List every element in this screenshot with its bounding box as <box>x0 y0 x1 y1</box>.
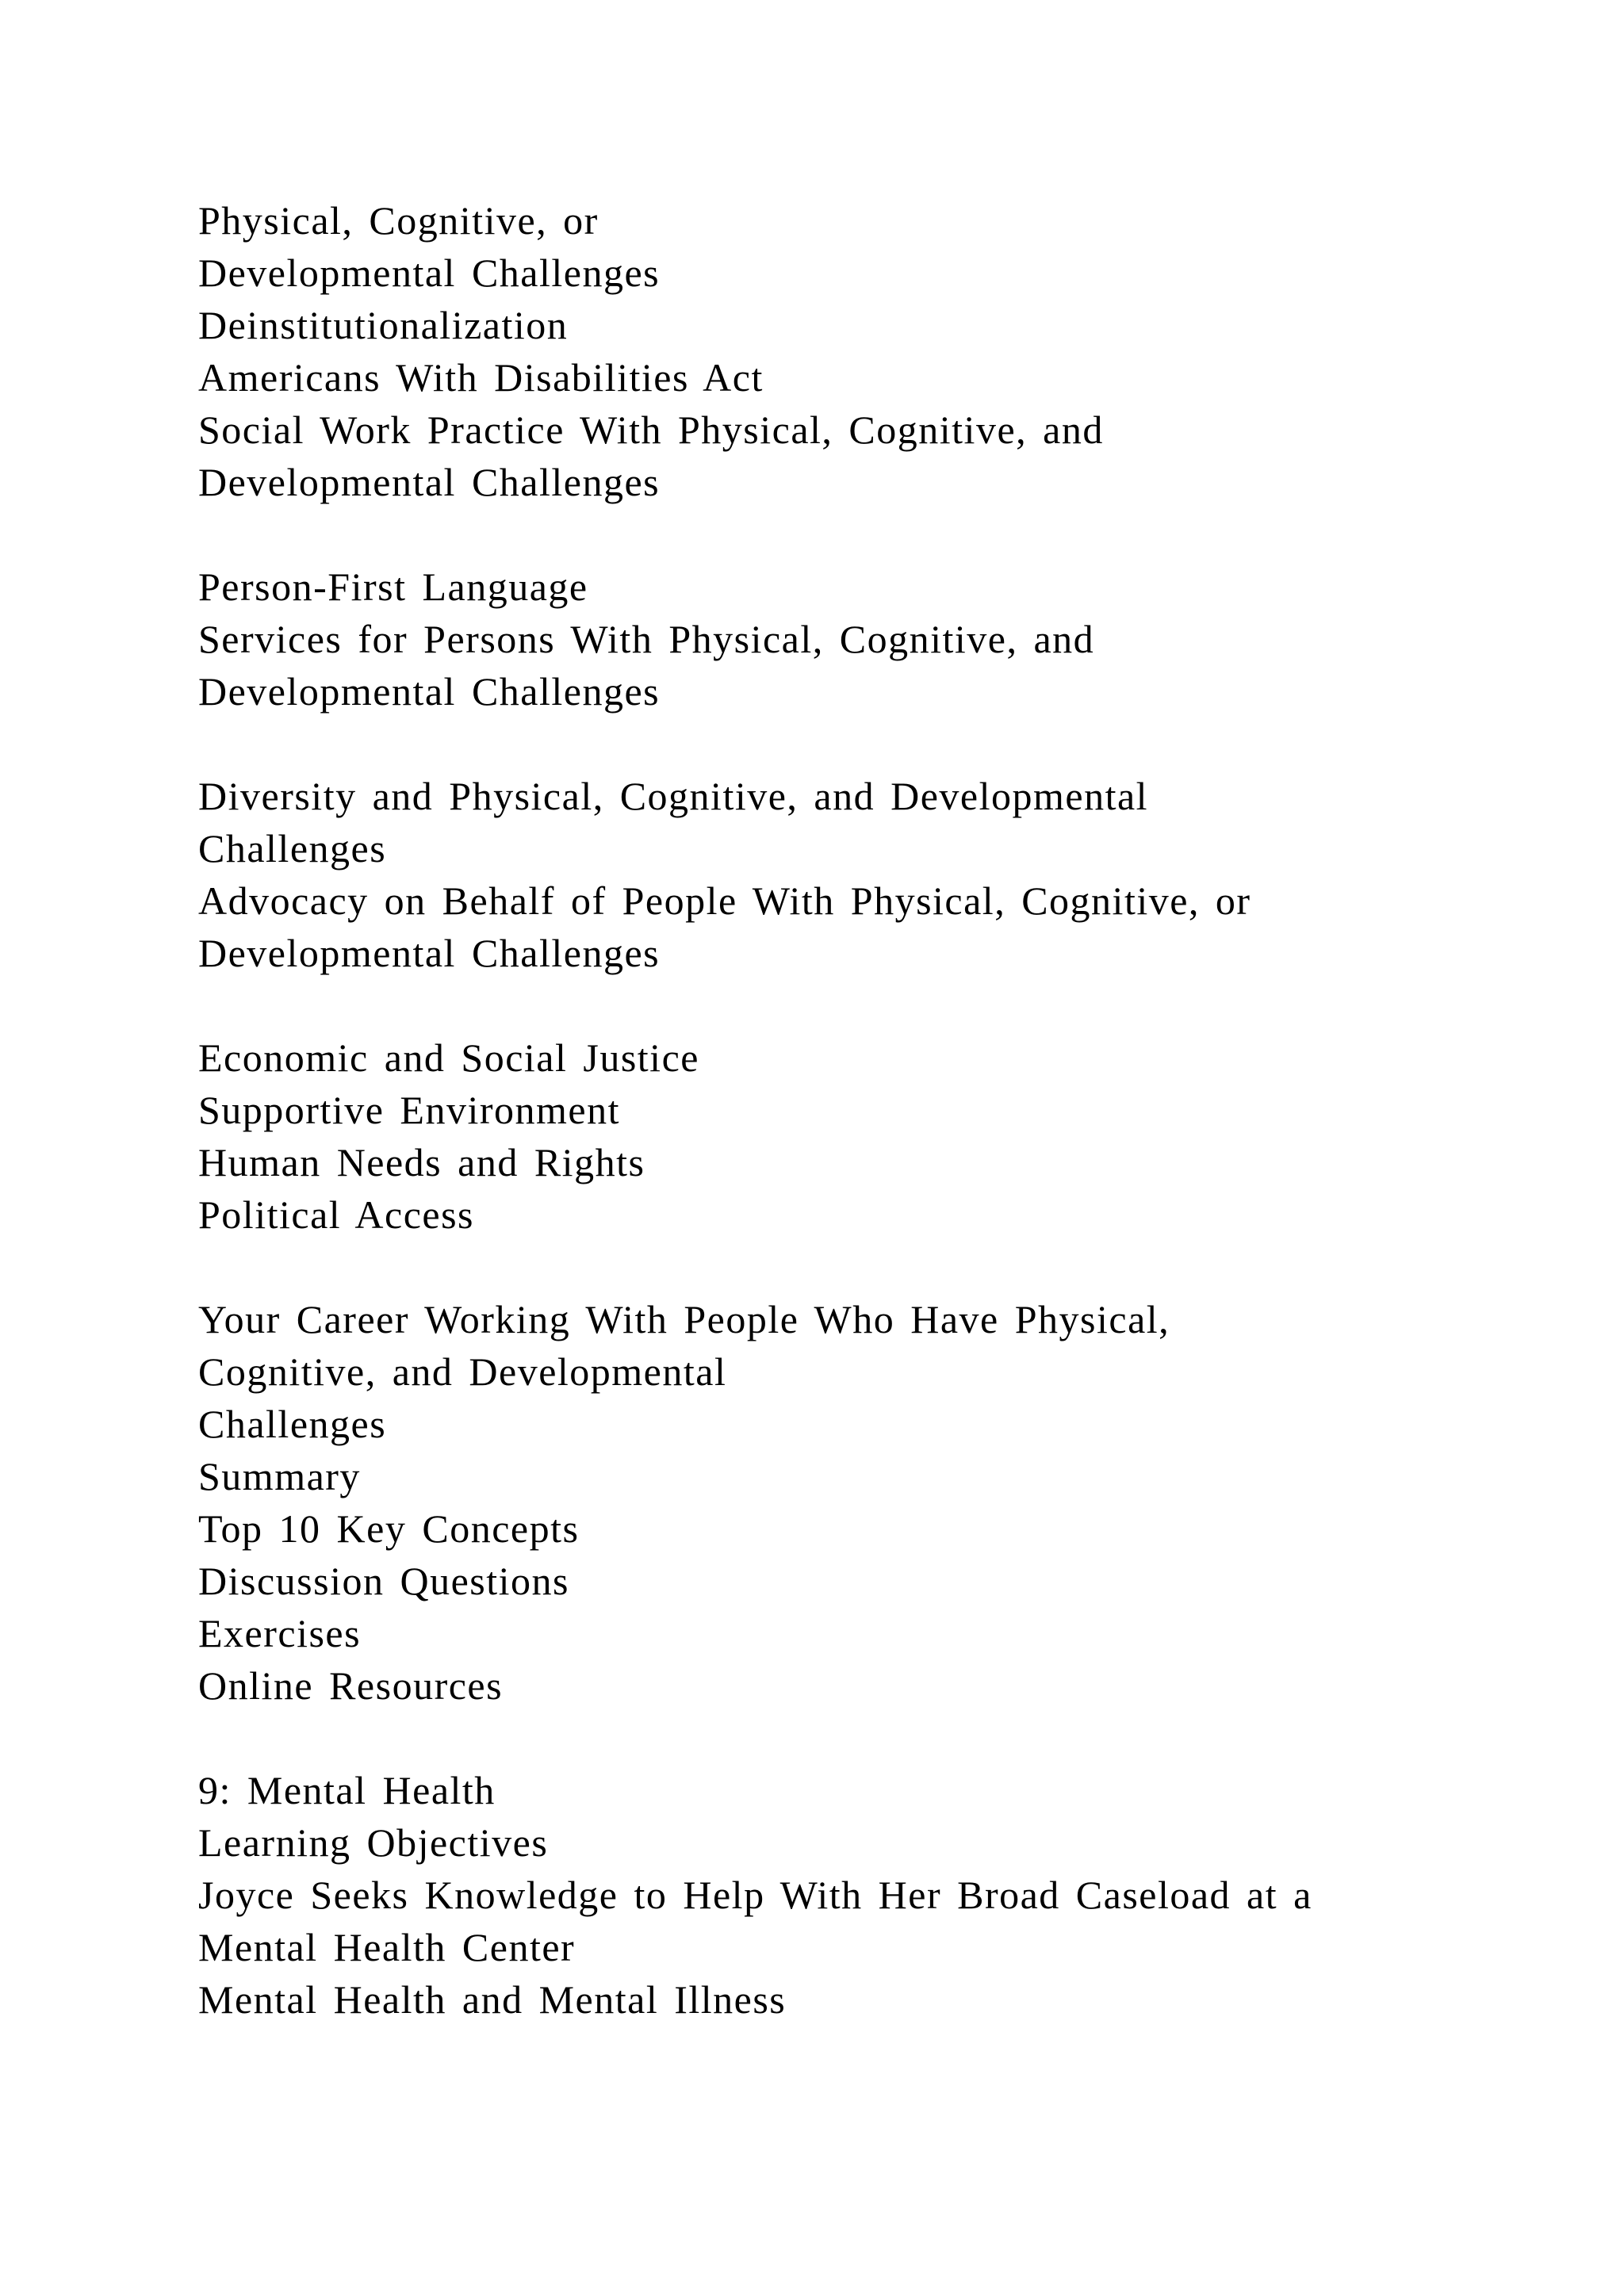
text-line: Person-First Language <box>198 564 588 609</box>
text-line: Joyce Seeks Knowledge to Help With Her Broad Caseload at a <box>198 1873 1312 1917</box>
text-line: Challenges <box>198 1402 387 1446</box>
text-line: Challenges <box>198 826 387 871</box>
text-line: Your Career Working With People Who Have Physical, <box>198 1297 1170 1341</box>
document-text <box>198 194 1546 2026</box>
text-line: Americans With Disabilities Act <box>198 355 764 400</box>
text-line: Top 10 Key Concepts <box>198 1506 580 1551</box>
text-line: Discussion Questions <box>198 1559 569 1603</box>
text-line: Human Needs and Rights <box>198 1140 645 1184</box>
text-line: Diversity and Physical, Cognitive, and Developmental <box>198 774 1149 818</box>
text-line: Political Access <box>198 1192 474 1237</box>
paragraph-gap <box>198 508 1546 561</box>
text-line: Learning Objectives <box>198 1820 549 1865</box>
text-line: Summary <box>198 1454 361 1498</box>
text-line: Developmental Challenges <box>198 931 661 975</box>
text-line: Developmental Challenges <box>198 460 661 504</box>
text-line: Deinstitutionalization <box>198 303 569 347</box>
text-line: 9: Mental Health <box>198 1768 496 1812</box>
text-line: Advocacy on Behalf of People With Physical, Cognitive, or <box>198 878 1251 923</box>
paragraph-gap <box>198 1712 1546 1764</box>
text-line: Developmental Challenges <box>198 669 661 714</box>
text-line: Exercises <box>198 1611 362 1655</box>
text-line: Developmental Challenges <box>198 251 661 295</box>
paragraph-gap <box>198 979 1546 1031</box>
text-line: Cognitive, and Developmental <box>198 1349 727 1394</box>
text-line: Supportive Environment <box>198 1088 620 1132</box>
text-line: Mental Health and Mental Illness <box>198 1977 787 2022</box>
text-line: Services for Persons With Physical, Cognitive, and <box>198 617 1095 661</box>
paragraph-gap <box>198 718 1546 770</box>
text-line: Physical, Cognitive, or <box>198 198 599 243</box>
paragraph-gap <box>198 1241 1546 1293</box>
text-line: Online Resources <box>198 1663 504 1708</box>
text-line: Economic and Social Justice <box>198 1035 699 1080</box>
text-line: Mental Health Center <box>198 1925 576 1969</box>
text-line: Social Work Practice With Physical, Cognitive, and <box>198 408 1104 452</box>
